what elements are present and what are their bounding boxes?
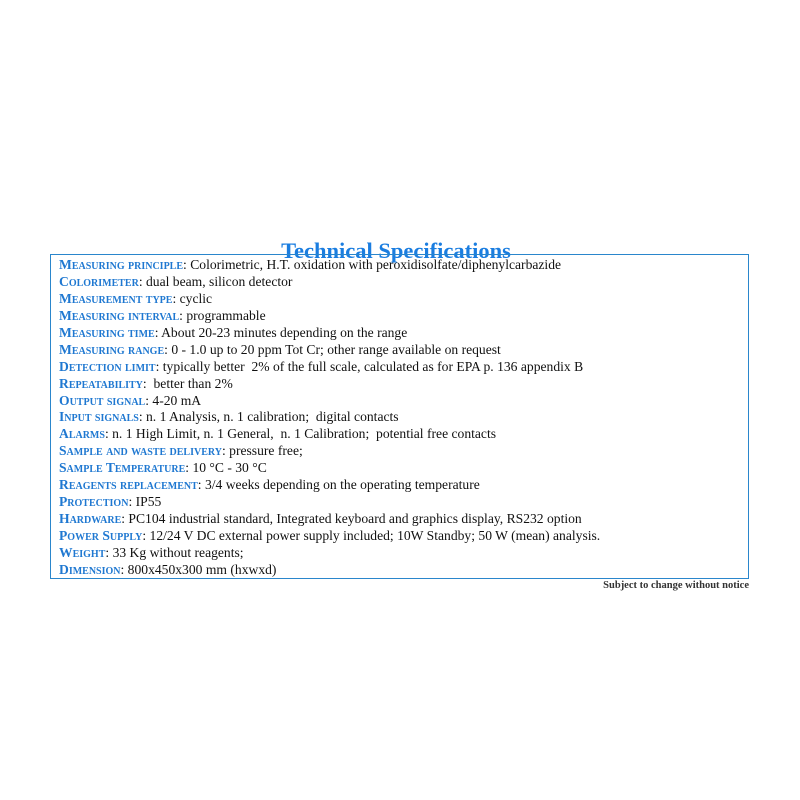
- spec-value: : 4-20 mA: [145, 392, 202, 408]
- spec-hardware: [59, 511, 600, 528]
- spec-measuring-principle: [59, 257, 600, 274]
- spec-value: : programmable: [179, 307, 266, 323]
- spec-sample-temperature: [59, 460, 600, 477]
- spec-weight: [59, 545, 600, 562]
- spec-value: : About 20-23 minutes depending on the range: [154, 324, 408, 340]
- specifications-list: [59, 257, 600, 579]
- spec-measuring-range: [59, 342, 600, 359]
- spec-value: : 0 - 1.0 up to 20 ppm Tot Cr; other range available on request: [164, 341, 501, 357]
- spec-detection-limit: [59, 359, 600, 376]
- spec-value: : 33 Kg without reagents;: [105, 544, 244, 560]
- spec-value: : 10 °C - 30 °C: [185, 460, 267, 476]
- spec-protection: [59, 494, 600, 511]
- spec-reagents-replacement: [59, 477, 600, 494]
- spec-value: : PC104 industrial standard, Integrated keyboard and graphics display, RS232 option: [121, 511, 582, 527]
- spec-colorimeter: [59, 274, 600, 291]
- spec-label: Dimension: [59, 561, 121, 577]
- spec-label: Measuring time: [59, 324, 155, 340]
- spec-label: Reagents replacement: [59, 477, 198, 493]
- footer-disclaimer: [603, 578, 749, 591]
- spec-alarms: [59, 426, 600, 443]
- spec-label: Repeatability: [59, 375, 143, 391]
- spec-input-signals: [59, 409, 600, 426]
- spec-value: : n. 1 Analysis, n. 1 calibration; digital contacts: [138, 409, 399, 425]
- footer-disclaimer-text: Subject to change without notice: [603, 580, 749, 591]
- spec-label: Detection limit: [59, 358, 156, 374]
- spec-label: Output signal: [59, 392, 146, 408]
- spec-label: Measuring interval: [59, 307, 180, 323]
- spec-label: Measuring range: [59, 341, 165, 357]
- spec-measuring-interval: [59, 308, 600, 325]
- spec-label: Sample and waste delivery: [59, 443, 222, 459]
- spec-value: : Colorimetric, H.T. oxidation with peroxidisolfate/diphenylcarbazide: [183, 257, 562, 272]
- spec-power-supply: [59, 528, 600, 545]
- spec-label: Measuring principle: [59, 257, 184, 272]
- spec-value: : better than 2%: [142, 375, 233, 391]
- spec-label: Colorimeter: [59, 273, 139, 289]
- page-title: Technical Specifications: [281, 238, 511, 264]
- spec-label: Hardware: [59, 511, 122, 527]
- spec-label: Sample Temperature: [59, 460, 186, 476]
- spec-value: : pressure free;: [221, 443, 303, 459]
- spec-measuring-time: [59, 325, 600, 342]
- spec-value: : typically better 2% of the full scale, calculated as for EPA p. 136 appendix B: [155, 358, 584, 374]
- spec-label: Power Supply: [59, 528, 143, 543]
- spec-output-signal: [59, 393, 600, 410]
- spec-value: : 3/4 weeks depending on the operating temperature: [197, 477, 480, 493]
- spec-value: : 800x450x300 mm (hxwxd): [120, 561, 277, 577]
- spec-label: Weight: [59, 544, 106, 560]
- spec-label: Measurement type: [59, 290, 173, 306]
- specifications-box: [50, 254, 749, 579]
- spec-repeatability: [59, 376, 600, 393]
- spec-label: Alarms: [59, 426, 105, 442]
- spec-value: : 12/24 V DC external power supply included; 10W Standby; 50 W (mean) analysis.: [142, 528, 601, 543]
- spec-label: Input signals: [59, 409, 139, 425]
- spec-value: : dual beam, silicon detector: [138, 273, 293, 289]
- spec-value: : n. 1 High Limit, n. 1 General, n. 1 Calibration; potential free contacts: [104, 426, 497, 442]
- spec-dimension: [59, 562, 600, 579]
- spec-sample-waste-delivery: [59, 443, 600, 460]
- spec-label: Protection: [59, 494, 129, 510]
- spec-value: : cyclic: [172, 290, 213, 306]
- spec-value: : IP55: [128, 494, 162, 510]
- spec-measurement-type: [59, 291, 600, 308]
